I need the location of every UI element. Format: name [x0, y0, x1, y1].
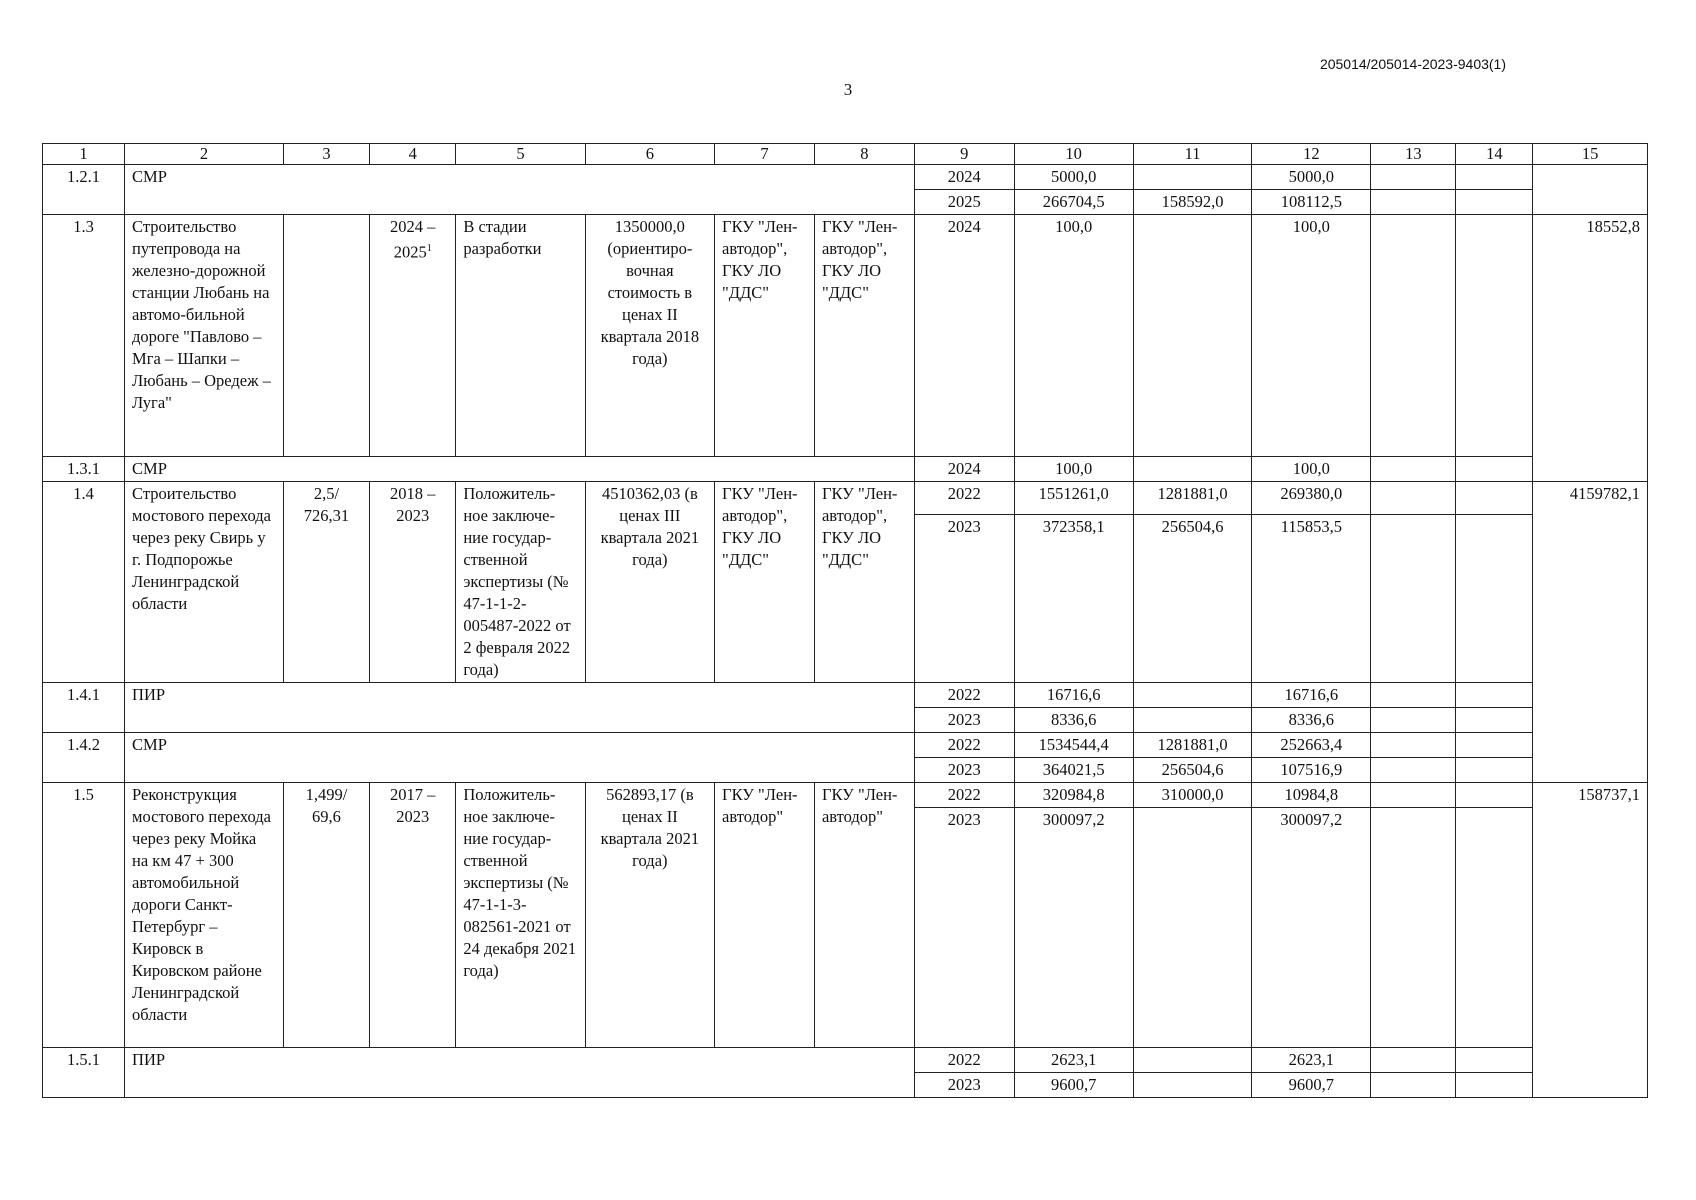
table-row	[43, 783, 1648, 808]
developer-cell: ГКУ "Лен-автодор", ГКУ ЛО "ДДС"	[814, 482, 914, 683]
total-cell: 2623,1	[1014, 1048, 1133, 1073]
status-cell: Положитель-ное заключе-ние государ-ственной экспертизы (№ 47-1-1-2-005487-2022 от 2 февраля 2022 года)	[456, 482, 585, 683]
column-header: 5	[456, 144, 585, 165]
empty-cell	[1371, 808, 1456, 1048]
row-number: 1.4.1	[43, 683, 125, 733]
federal-cell	[1133, 683, 1252, 708]
total-cell: 8336,6	[1014, 708, 1133, 733]
column-header: 4	[370, 144, 456, 165]
empty-cell	[1371, 190, 1456, 215]
year-cell: 2022	[914, 733, 1014, 758]
empty-cell	[1371, 758, 1456, 783]
total-cell: 372358,1	[1014, 515, 1133, 683]
regional-cell: 5000,0	[1252, 165, 1371, 190]
federal-cell	[1133, 457, 1252, 482]
federal-cell: 1281881,0	[1133, 733, 1252, 758]
row-name: СМР	[125, 165, 915, 215]
total-cell: 266704,5	[1014, 190, 1133, 215]
cost-cell: 1350000,0 (ориентиро-вочная стоимость в ценах II квартала 2018 года)	[585, 215, 714, 457]
total-cell: 16716,6	[1014, 683, 1133, 708]
year-cell: 2025	[914, 190, 1014, 215]
table-row	[43, 1048, 1648, 1073]
empty-cell	[1456, 808, 1533, 1048]
column-header: 12	[1252, 144, 1371, 165]
table-row	[43, 482, 1648, 515]
row-number: 1.3	[43, 215, 125, 457]
col15-cell: 18552,8	[1533, 215, 1648, 482]
table-row	[43, 733, 1648, 758]
table-row	[43, 683, 1648, 708]
empty-cell	[1456, 1073, 1533, 1098]
empty-cell	[1456, 190, 1533, 215]
empty-cell	[1371, 515, 1456, 683]
empty-cell	[1456, 165, 1533, 190]
total-cell: 100,0	[1014, 457, 1133, 482]
regional-cell: 108112,5	[1252, 190, 1371, 215]
year-cell: 2023	[914, 1073, 1014, 1098]
federal-cell	[1133, 1073, 1252, 1098]
footnote-mark: 1	[426, 243, 432, 254]
empty-cell	[1371, 1073, 1456, 1098]
empty-cell	[1456, 683, 1533, 708]
federal-cell	[1133, 1048, 1252, 1073]
row-number: 1.2.1	[43, 165, 125, 215]
year-cell: 2023	[914, 808, 1014, 1048]
year-cell: 2024	[914, 165, 1014, 190]
empty-cell	[1456, 783, 1533, 808]
column-header: 10	[1014, 144, 1133, 165]
customer-cell: ГКУ "Лен-автодор", ГКУ ЛО "ДДС"	[715, 482, 815, 683]
federal-cell: 1281881,0	[1133, 482, 1252, 515]
cost-cell: 562893,17 (в ценах II квартала 2021 года)	[585, 783, 714, 1048]
total-cell: 320984,8	[1014, 783, 1133, 808]
row-number: 1.5.1	[43, 1048, 125, 1098]
table-row	[43, 165, 1648, 190]
year-cell: 2024	[914, 215, 1014, 457]
column-header: 6	[585, 144, 714, 165]
object-name: Строительство путепровода на железно-дорожной станции Любань на автомо-бильной дороге "Павлово – Мга – Шапки – Любань – Оредеж – Луга"	[125, 215, 284, 457]
regional-cell: 300097,2	[1252, 808, 1371, 1048]
empty-cell	[1456, 733, 1533, 758]
empty-cell	[1456, 482, 1533, 515]
regional-cell: 9600,7	[1252, 1073, 1371, 1098]
federal-cell	[1133, 165, 1252, 190]
row-name: ПИР	[125, 683, 915, 733]
total-cell: 364021,5	[1014, 758, 1133, 783]
total-cell: 1551261,0	[1014, 482, 1133, 515]
length-cell	[283, 215, 369, 457]
regional-cell: 2623,1	[1252, 1048, 1371, 1073]
column-number-row	[43, 144, 1648, 165]
regional-cell: 252663,4	[1252, 733, 1371, 758]
row-name: ПИР	[125, 1048, 915, 1098]
column-header: 1	[43, 144, 125, 165]
customer-cell: ГКУ "Лен-автодор"	[715, 783, 815, 1048]
regional-cell: 100,0	[1252, 215, 1371, 457]
row-name: СМР	[125, 457, 915, 482]
federal-cell: 310000,0	[1133, 783, 1252, 808]
regional-cell: 10984,8	[1252, 783, 1371, 808]
customer-cell: ГКУ "Лен-автодор", ГКУ ЛО "ДДС"	[715, 215, 815, 457]
developer-cell: ГКУ "Лен-автодор"	[814, 783, 914, 1048]
length-cell: 1,499/ 69,6	[283, 783, 369, 1048]
column-header: 13	[1371, 144, 1456, 165]
regional-cell: 269380,0	[1252, 482, 1371, 515]
period-start: 2024 –	[390, 217, 436, 236]
federal-cell: 158592,0	[1133, 190, 1252, 215]
col15-cell: 4159782,1	[1533, 482, 1648, 783]
row-number: 1.5	[43, 783, 125, 1048]
year-cell: 2022	[914, 1048, 1014, 1073]
federal-cell: 256504,6	[1133, 515, 1252, 683]
regional-cell: 115853,5	[1252, 515, 1371, 683]
table-row	[43, 215, 1648, 457]
column-header: 14	[1456, 144, 1533, 165]
row-number: 1.3.1	[43, 457, 125, 482]
empty-cell	[1371, 733, 1456, 758]
empty-cell	[1371, 683, 1456, 708]
object-name: Реконструкция мостового перехода через реку Мойка на км 47 + 300 автомобильной дороги Санкт-Петербург – Кировск в Кировском районе Ленинградской области	[125, 783, 284, 1048]
row-number: 1.4.2	[43, 733, 125, 783]
col15-cell: 158737,1	[1533, 783, 1648, 1098]
regional-cell: 107516,9	[1252, 758, 1371, 783]
column-header: 3	[283, 144, 369, 165]
year-cell: 2022	[914, 683, 1014, 708]
federal-cell	[1133, 215, 1252, 457]
row-name: СМР	[125, 733, 915, 783]
column-header: 2	[125, 144, 284, 165]
column-header: 7	[715, 144, 815, 165]
empty-cell	[1371, 708, 1456, 733]
document-id: 205014/205014-2023-9403(1)	[1319, 56, 1506, 72]
empty-cell	[1533, 165, 1648, 215]
row-number: 1.4	[43, 482, 125, 683]
empty-cell	[1371, 482, 1456, 515]
status-cell: Положитель-ное заключе-ние государ-ственной экспертизы (№ 47-1-1-3-082561-2021 от 24 декабря 2021 года)	[456, 783, 585, 1048]
column-header: 15	[1533, 144, 1648, 165]
total-cell: 5000,0	[1014, 165, 1133, 190]
regional-cell: 8336,6	[1252, 708, 1371, 733]
federal-cell	[1133, 808, 1252, 1048]
year-cell: 2022	[914, 783, 1014, 808]
page-number: 3	[843, 80, 853, 99]
empty-cell	[1371, 165, 1456, 190]
year-cell: 2023	[914, 708, 1014, 733]
length-cell: 2,5/ 726,31	[283, 482, 369, 683]
federal-cell: 256504,6	[1133, 758, 1252, 783]
empty-cell	[1371, 1048, 1456, 1073]
column-header: 11	[1133, 144, 1252, 165]
empty-cell	[1456, 1048, 1533, 1073]
empty-cell	[1456, 708, 1533, 733]
regional-cell: 100,0	[1252, 457, 1371, 482]
empty-cell	[1456, 758, 1533, 783]
empty-cell	[1456, 457, 1533, 482]
total-cell: 9600,7	[1014, 1073, 1133, 1098]
total-cell: 100,0	[1014, 215, 1133, 457]
period-cell	[370, 215, 456, 457]
empty-cell	[1371, 457, 1456, 482]
empty-cell	[1456, 215, 1533, 457]
total-cell: 300097,2	[1014, 808, 1133, 1048]
year-cell: 2022	[914, 482, 1014, 515]
period-cell: 2017 – 2023	[370, 783, 456, 1048]
federal-cell	[1133, 708, 1252, 733]
year-cell: 2023	[914, 758, 1014, 783]
year-cell: 2024	[914, 457, 1014, 482]
period-end: 2025	[393, 242, 427, 262]
period-cell: 2018 – 2023	[370, 482, 456, 683]
object-name: Строительство мостового перехода через реку Свирь у г. Подпорожье Ленинградской области	[125, 482, 284, 683]
column-header: 9	[914, 144, 1014, 165]
total-cell: 1534544,4	[1014, 733, 1133, 758]
column-header: 8	[814, 144, 914, 165]
status-cell: В стадии разработки	[456, 215, 585, 457]
empty-cell	[1371, 783, 1456, 808]
empty-cell	[1371, 215, 1456, 457]
table-row	[43, 457, 1648, 482]
program-table	[42, 143, 1648, 1098]
cost-cell: 4510362,03 (в ценах III квартала 2021 года)	[585, 482, 714, 683]
regional-cell: 16716,6	[1252, 683, 1371, 708]
empty-cell	[1456, 515, 1533, 683]
developer-cell: ГКУ "Лен-автодор", ГКУ ЛО "ДДС"	[814, 215, 914, 457]
year-cell: 2023	[914, 515, 1014, 683]
